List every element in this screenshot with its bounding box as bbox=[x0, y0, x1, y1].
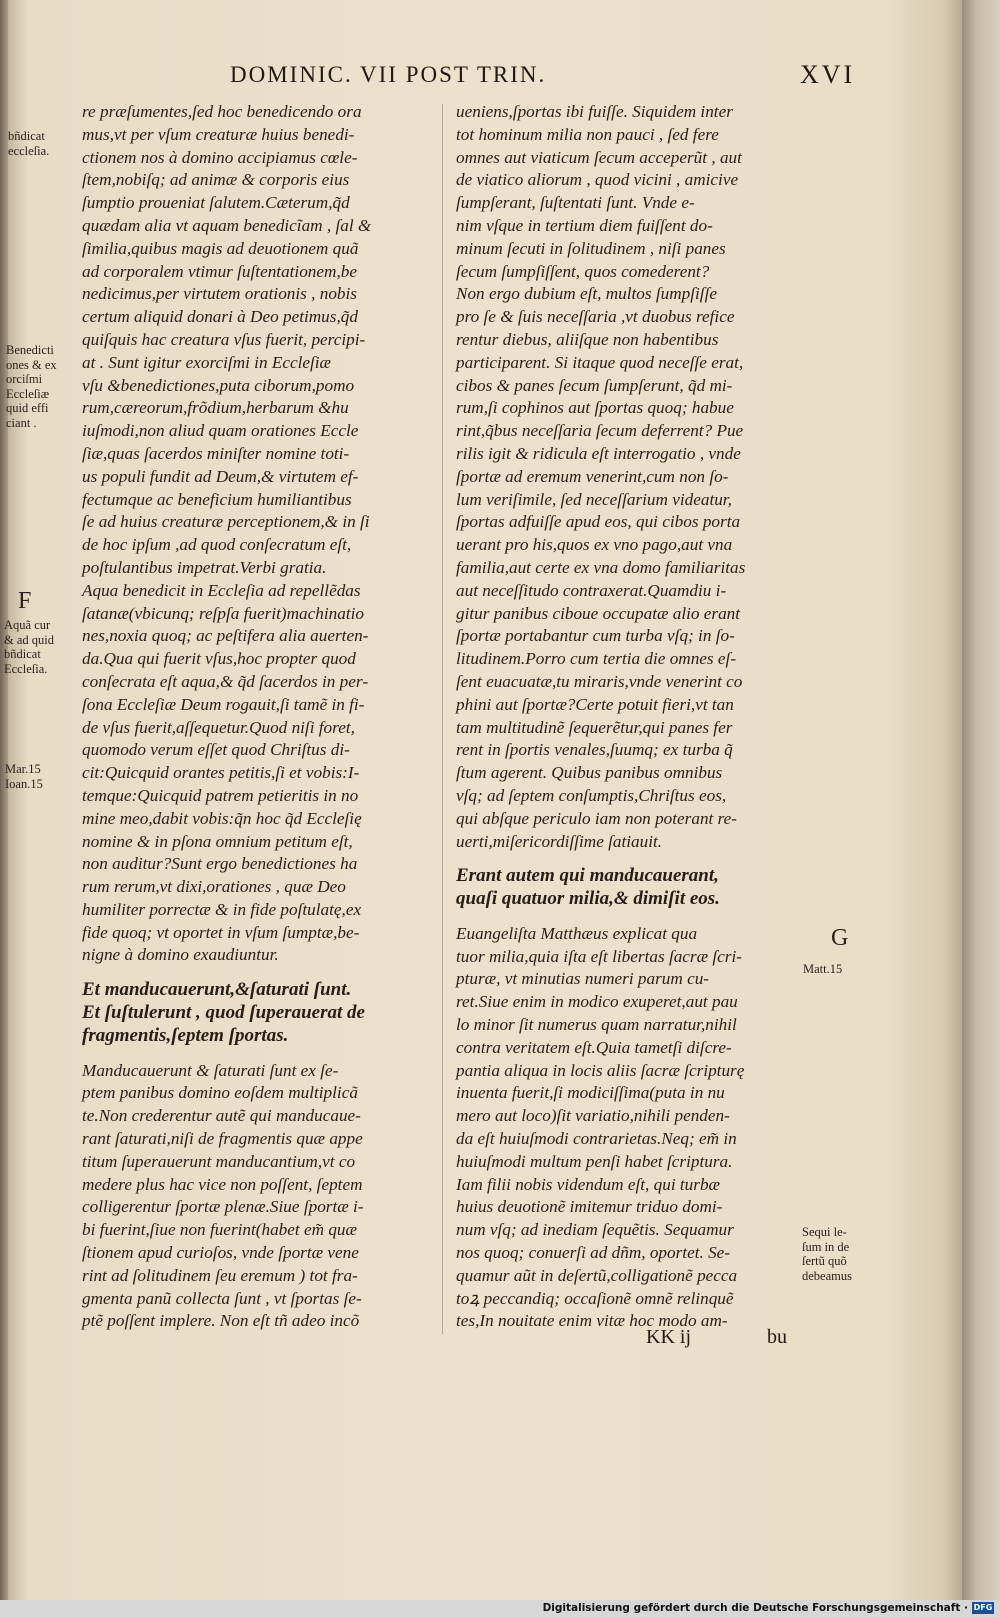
scripture-line: Erant autem qui manducauerant, bbox=[456, 865, 719, 887]
text-line: da eſt huiuſmodi contrarietas.Neq; em̃ in bbox=[456, 1129, 737, 1149]
text-line: iuſmodi,non aliud quam orationes Eccle bbox=[82, 421, 359, 441]
text-line: ſatanæ(vbicunq; reſpſa fuerit)machinatio bbox=[82, 603, 364, 623]
text-line: ſecum ſumpſiſſent, quos comederent? bbox=[456, 261, 710, 281]
text-line: familia,aut certe ex vna domo familiaritas bbox=[456, 557, 746, 577]
scripture-line: Et manducauerunt,&ſaturati ſunt. bbox=[82, 979, 352, 1001]
margin-note-line: quid effi bbox=[6, 401, 49, 415]
text-line: ſumptio proueniat ſalutem.Cæterum,q̃d bbox=[82, 193, 350, 213]
scripture-line: quaſi quatuor milia,& dimiſit eos. bbox=[456, 888, 720, 910]
text-line: lum veriſimile, ſed neceſſarium videatur, bbox=[456, 489, 732, 509]
text-line: mero aut loco)ſit variatio,nihili penden‑ bbox=[456, 1106, 730, 1126]
text-line: temque:Quicquid patrem petieritis in no bbox=[82, 785, 359, 805]
margin-note bbox=[5, 762, 43, 791]
text-line: inuenta fuerit,ſi modiciſſima(puta in nu bbox=[456, 1083, 725, 1103]
text-line: lo minor ſit numerus quam narratur,nihil bbox=[456, 1015, 737, 1035]
text-line: cibos & panes ſecum ſumpſerunt, q̃d mi‑ bbox=[456, 375, 733, 395]
right-column bbox=[456, 101, 745, 1333]
margin-note-line: debeamus bbox=[802, 1268, 852, 1283]
margin-note bbox=[6, 343, 57, 430]
margin-note-line: Aquã cur bbox=[4, 618, 51, 632]
text-line: nedicimus,per virtutem orationis , nobis bbox=[82, 284, 357, 304]
margin-note-line: bñdicat bbox=[8, 129, 45, 143]
margin-note bbox=[802, 1225, 852, 1283]
margin-note bbox=[803, 962, 842, 977]
text-line: uerant pro his,quos ex vno pago,aut vna bbox=[456, 535, 733, 555]
text-line: colligerentur ſportæ plenæ.Siue ſportæ i‑ bbox=[82, 1197, 364, 1217]
text-line: phini aut ſportæ?Certe potuit fieri,vt tan bbox=[456, 694, 734, 714]
running-head: DOMINIC. VII POST TRIN. bbox=[230, 62, 547, 87]
text-line: at . Sunt igitur exorciſmi in Eccleſiæ bbox=[82, 352, 332, 372]
text-line: ſiæ,quas ſacerdos miniſter nomine toti‑ bbox=[82, 443, 350, 463]
gutter-shadow bbox=[0, 0, 8, 1600]
margin-note-line: eccleſia. bbox=[8, 143, 50, 158]
text-line: tot hominum milia non pauci , ſed fere bbox=[456, 124, 719, 144]
text-line: rum,cæreorum,frõdium,herbarum &hu bbox=[82, 398, 349, 418]
text-line: ſtem,nobiſq; ad animæ & corporis eius bbox=[82, 170, 350, 190]
text-line: Non ergo dubium eſt, multos ſumpſiſſe bbox=[456, 284, 717, 304]
text-line: tuor milia,quia iſta eſt libertas ſacræ ſcri‑ bbox=[456, 946, 742, 966]
text-line: de hoc ipſum ,ad quod conſecratum eſt, bbox=[82, 535, 352, 555]
text-line: tes,In nouitate enim vitæ hoc modo am‑ bbox=[456, 1311, 728, 1331]
text-line: toꝝ peccandiq; occaſionẽ omnẽ relinquẽ bbox=[456, 1288, 734, 1308]
text-line: ptẽ poſſent implere. Non eſt tñ adeo incõ bbox=[82, 1311, 360, 1331]
margin-note-line: Ioan.15 bbox=[5, 776, 43, 791]
margin-note bbox=[8, 129, 49, 158]
text-line: litudinem.Porro cum tertia die omnes eſ‑ bbox=[456, 649, 737, 669]
text-line: bi fuerint,ſiue non fuerint(habet em̃ quæ bbox=[82, 1220, 357, 1240]
text-line: rilis igit & ridicula eſt interrogatio , vnde bbox=[456, 443, 741, 463]
text-line: ſtionem apud curioſos, vnde ſportæ vene bbox=[82, 1243, 359, 1263]
margin-note-line: Matt.15 bbox=[803, 962, 843, 976]
text-line: conſecrata eſt aqua,& q̃d ſacerdos in per‑ bbox=[82, 671, 369, 691]
footer-credit: Digitalisierung gefördert durch die Deutsche Forschungsgemeinschaft · bbox=[542, 1602, 968, 1614]
margin-note bbox=[4, 618, 54, 676]
text-line: gitur panibus ciboue occupatæ alio erant bbox=[456, 603, 741, 623]
text-line: ptem panibus domino eoſdem multiplicã bbox=[82, 1083, 358, 1103]
text-line: poſtulantibus impetrat.Verbi gratia. bbox=[82, 557, 327, 577]
text-line: de vſus fuerit,aſſequetur.Quod niſi foret, bbox=[82, 717, 355, 737]
text-line: fide quoq; vt oportet in vſum ſumptæ,be‑ bbox=[82, 922, 360, 942]
text-line: ſumpſerant, ſuſtentati ſunt. Vnde e‑ bbox=[456, 193, 695, 213]
text-line: quædam alia vt aquam benedicĩam , ſal & bbox=[82, 215, 372, 235]
text-line: rant ſaturati,niſi de fragmentis quæ appe bbox=[82, 1129, 363, 1149]
text-line: te.Non crederentur autẽ qui manducaue‑ bbox=[82, 1106, 361, 1126]
signature-mark: KK ij bbox=[646, 1326, 691, 1348]
margin-note-line: ciant . bbox=[6, 415, 37, 430]
margin-note-line: Eccleſiæ bbox=[6, 386, 50, 401]
text-line: Euangeliſta Matthæus explicat qua bbox=[456, 923, 698, 943]
text-line: pro ſe & ſuis neceſſaria ,vt duobus refice bbox=[456, 307, 735, 327]
dfg-logo: DFG bbox=[973, 1603, 993, 1612]
text-line: ſtum agerent. Quibus panibus omnibus bbox=[456, 763, 723, 783]
text-line: mus,vt per vſum creaturæ huius benedi‑ bbox=[82, 124, 355, 144]
text-line: qui abſque periculo iam non poterant re‑ bbox=[456, 808, 738, 828]
text-line: Iam filii nobis videndum eſt, qui turbæ bbox=[456, 1174, 721, 1194]
text-line: ret.Siue enim in modico exuperet,aut pau bbox=[456, 992, 738, 1012]
text-line: ſe ad huius creaturæ perceptionem,& in ſi bbox=[82, 512, 370, 532]
text-line: omnes aut viaticum ſecum acceperũt , aut bbox=[456, 147, 742, 167]
margin-note-line: ones & ex bbox=[6, 357, 57, 372]
text-line: mine meo,dabit vobis:q̃n hoc q̃d Eccleſię bbox=[82, 808, 362, 828]
text-line: da.Qua qui fuerit vſus,hoc propter quod bbox=[82, 649, 356, 669]
text-line: num vſq; ad inediam ſequẽtis. Sequamur bbox=[456, 1220, 734, 1240]
page-edge bbox=[962, 0, 1000, 1600]
section-letter: F bbox=[18, 588, 32, 614]
text-line: re præſumentes,ſed hoc benedicendo ora bbox=[82, 102, 362, 121]
margin-note-line: orciſmi bbox=[6, 372, 43, 386]
text-line: participarent. Si itaque quod neceſſe erat, bbox=[456, 352, 744, 372]
text-line: rint,q̃bus neceſſaria ſecum deferrent? Pue bbox=[456, 421, 744, 441]
text-line: pturæ, vt minutias numeri parum cu‑ bbox=[456, 969, 710, 989]
text-line: quiſquis hac creatura vſus fuerit, percipi‑ bbox=[82, 329, 366, 349]
margin-note-line: Benedicti bbox=[6, 343, 54, 357]
text-line: titum ſuperauerunt manducantium,vt co bbox=[82, 1151, 356, 1171]
text-line: tam multitudinẽ ſequerẽtur,qui panes fer bbox=[456, 717, 733, 737]
text-line: nigne à domino exaudiuntur. bbox=[82, 945, 279, 965]
text-line: cit:Quicquid orantes petitis,ſi et vobis:I‑ bbox=[82, 763, 360, 783]
margin-note-line: Mar.15 bbox=[5, 762, 41, 776]
text-line: ſent euacuatæ,tu miraris,vnde venerint co bbox=[456, 671, 743, 691]
text-line: rent in ſportis venales,ſuumq; ex turba q̃ bbox=[456, 740, 733, 760]
text-line: quomodo verum eſſet quod Chriſtus di‑ bbox=[82, 740, 350, 760]
column-divider bbox=[442, 104, 443, 1334]
text-line: humiliter porrectæ & in fide poſtulatę,ex bbox=[82, 899, 362, 919]
text-line: minum ſecuti in ſolitudinem , niſi panes bbox=[456, 238, 726, 258]
text-line: ſportæ ad eremum venerint,cum non ſo‑ bbox=[456, 466, 729, 486]
text-line: ſportas adfuiſſe apud eos, qui cibos porta bbox=[456, 512, 741, 532]
margin-note-line: & ad quid bbox=[4, 632, 54, 647]
scripture-line: Et ſuſtulerunt , quod ſuperauerat de bbox=[82, 1002, 365, 1024]
text-line: vſq; ad ſeptem conſumptis,Chriſtus eos, bbox=[456, 785, 727, 805]
text-line: ueniens,ſportas ibi fuiſſe. Siquidem inter bbox=[456, 102, 733, 121]
text-line: nim vſque in tertium diem fuiſſent do‑ bbox=[456, 215, 713, 235]
text-line: medere plus hac vice non poſſent, ſeptem bbox=[82, 1174, 363, 1194]
text-line: quamur aũt in deſertũ,colligationẽ pecca bbox=[456, 1265, 738, 1285]
text-line: us populi fundit ad Deum,& virtutem ef‑ bbox=[82, 466, 359, 486]
text-line: rentur diebus, aliiſque non habentibus bbox=[456, 329, 719, 349]
text-line: pantia aliqua in locis aliis ſacræ ſcripturę bbox=[456, 1060, 745, 1080]
folio-number: XVI bbox=[800, 60, 856, 89]
text-line: rum,ſi cophinos aut ſportas quoq; habue bbox=[456, 398, 734, 418]
scripture-line: fragmentis,ſeptem ſportas. bbox=[82, 1024, 289, 1046]
margin-note-line: bñdicat bbox=[4, 647, 41, 661]
text-line: gmenta panũ collecta ſunt , vt ſportas ſe‑ bbox=[82, 1288, 362, 1308]
text-line: certum aliquid donari à Deo petimus,q̃d bbox=[82, 307, 358, 327]
text-line: contra veritatem eſt.Quia tametſi diſcre‑ bbox=[456, 1037, 732, 1057]
text-line: de viatico aliorum , quod vicini , amicive bbox=[456, 170, 739, 190]
text-line: ſimilia,quibus magis ad deuotionem quã bbox=[82, 238, 359, 258]
margin-note-line: ſum in de bbox=[802, 1239, 850, 1254]
text-line: rint ad ſolitudinem ſeu eremum ) tot fra‑ bbox=[82, 1265, 358, 1285]
text-line: nos quoq; conuerſi ad dñm, oportet. Se‑ bbox=[456, 1243, 731, 1263]
text-line: aut neceſſitudo contraxerat.Quamdiu i‑ bbox=[456, 580, 727, 600]
margin-note-line: Sequi le‑ bbox=[802, 1225, 847, 1239]
margin-note-line: ſertũ quõ bbox=[802, 1254, 847, 1268]
text-line: Aqua benedicit in Eccleſia ad repellẽdas bbox=[82, 580, 361, 600]
text-line: nes,noxia quoq; ac peſtifera alia auerten‑ bbox=[82, 626, 369, 646]
text-line: ctionem nos à domino accipiamus cœle‑ bbox=[82, 147, 358, 167]
section-letter: G bbox=[831, 925, 849, 951]
text-line: non auditur?Sunt ergo benedictiones ha bbox=[82, 854, 358, 874]
text-line: uerti,miſericordiſſime ſatiauit. bbox=[456, 831, 663, 851]
margin-note-line: Eccleſia. bbox=[4, 661, 48, 676]
text-line: Manducauerunt & ſaturati ſunt ex ſe‑ bbox=[82, 1060, 339, 1080]
text-line: huiuſmodi multum penſi habet ſcriptura. bbox=[456, 1151, 733, 1171]
text-line: nomine & in pſona omnium petitum eſt, bbox=[82, 831, 353, 851]
text-line: ad corporalem vtimur ſuſtentationem,be bbox=[82, 261, 357, 281]
text-line: fectumque ac beneficium humiliantibus bbox=[82, 489, 352, 509]
text-line: huius deuotionẽ imitemur triduo domi‑ bbox=[456, 1197, 723, 1217]
text-line: vſu &benedictiones,puta ciborum,pomo bbox=[82, 375, 355, 395]
text-line: ſportæ portabantur cum turba vſq; in ſo‑ bbox=[456, 626, 735, 646]
text-line: rum rerum,vt dixi,orationes , quæ Deo bbox=[82, 877, 346, 897]
text-line: ſona Eccleſiæ Deum rogauit,ſi tamẽ in fi‑ bbox=[82, 694, 365, 714]
left-column bbox=[82, 101, 371, 1333]
catchword: bu bbox=[767, 1326, 787, 1348]
